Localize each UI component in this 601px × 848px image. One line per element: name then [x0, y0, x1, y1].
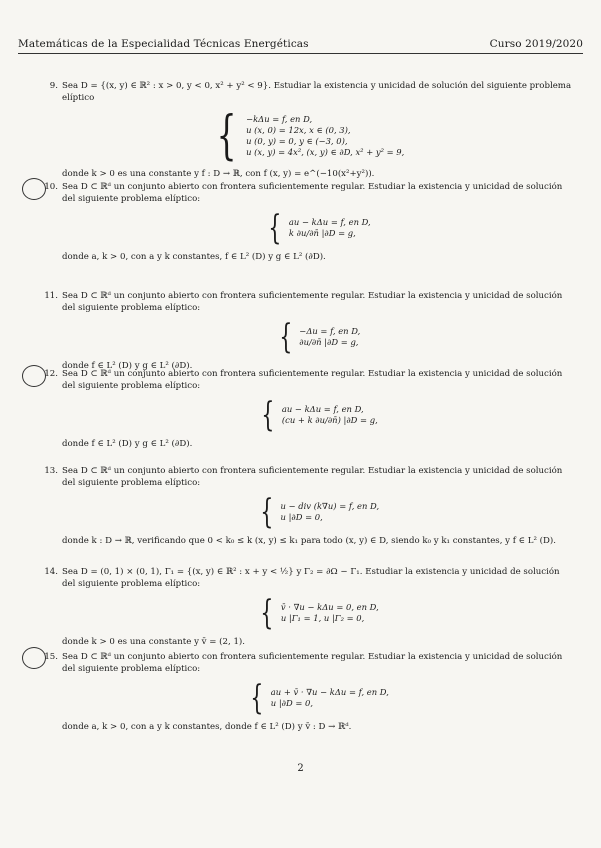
equation-line: u − div (k∇u) = f, en D, — [280, 501, 380, 511]
problem-9 — [49, 80, 573, 180]
equation-line: u (x, 0) = 12x, x ∈ (0, 3), — [246, 125, 351, 135]
page-number: 2 — [297, 763, 304, 774]
problem-intro: Sea D ⊂ ℝᵈ un conjunto abierto con frontera suficientemente regular. Estudiar la existencia y unicidad de solución del siguiente problema elíptico: — [62, 652, 563, 674]
problem-number: 12. — [44, 369, 58, 379]
equation-line: au + v̄ · ∇u − kΔu = f, en D, — [270, 687, 389, 697]
equation-system — [62, 317, 573, 357]
problem-conditions: donde k > 0 es una constante y f : D → ℝ, con f (x, y) = e^(−10(x²+y²)). — [62, 169, 375, 179]
problem-number: 14. — [44, 567, 58, 577]
problem-conditions: donde f ∈ L² (D) y g ∈ L² (∂D). — [62, 439, 193, 449]
brace: { — [216, 106, 237, 166]
problem-intro: Sea D = (0, 1) × (0, 1), Γ₁ = {(x, y) ∈ ℝ² : x + y < ½} y Γ₂ = ∂Ω − Γ₁. Estudiar la existencia y unicidad de solución del siguiente problema elíptico: — [62, 567, 560, 589]
problem-15 — [44, 651, 573, 733]
brace: { — [260, 492, 274, 532]
equation-line: au − kΔu = f, en D, — [281, 404, 364, 414]
problem-intro: Sea D ⊂ ℝᵈ un conjunto abierto con frontera suficientemente regular. Estudiar la existencia y unicidad de solución del siguiente problema elíptico: — [62, 369, 563, 391]
problem-intro: Sea D ⊂ ℝᵈ un conjunto abierto con frontera suficientemente regular. Estudiar la existencia y unicidad de solución del siguiente problema elíptico: — [62, 466, 563, 488]
brace: { — [268, 208, 282, 248]
problem-number: 10. — [44, 182, 58, 192]
equation-line: u |Γ₁ = 1, u |Γ₂ = 0, — [280, 613, 365, 623]
problem-number: 13. — [44, 466, 58, 476]
equation-line: ∂u/∂n̄ |∂D = g, — [299, 337, 359, 347]
equation-line: (cu + k ∂u/∂n̄) |∂D = g, — [281, 415, 378, 425]
equation-line: u (0, y) = 0, y ∈ (−3, 0), — [246, 136, 348, 146]
equation-system — [62, 395, 573, 435]
problem-intro: Sea D = {(x, y) ∈ ℝ² : x > 0, y < 0, x² + y² < 9}. Estudiar la existencia y unicidad de solución del siguiente problema elíptico — [62, 81, 572, 103]
brace: { — [260, 593, 274, 633]
problem-12 — [44, 368, 573, 450]
problem-10 — [44, 181, 573, 263]
brace: { — [278, 317, 292, 357]
problem-14 — [44, 566, 573, 648]
equation-system — [62, 678, 573, 718]
problem-conditions: donde k > 0 es una constante y v̄ = (2, 1). — [62, 637, 246, 647]
problem-11 — [44, 290, 573, 372]
equation-system — [62, 208, 573, 248]
problem-intro: Sea D ⊂ ℝᵈ un conjunto abierto con frontera suficientemente regular. Estudiar la existencia y unicidad de solución del siguiente problema elíptico: — [62, 182, 563, 204]
problem-conditions: donde k : D → ℝ, verificando que 0 < k₀ ≤ k (x, y) ≤ k₁ para todo (x, y) ∈ D, siendo k₀ y k₁ constantes, y f ∈ L² (D). — [62, 536, 556, 546]
problem-13 — [44, 465, 573, 547]
problem-number: 15. — [44, 652, 58, 662]
brace: { — [250, 678, 264, 718]
equation-line: u |∂D = 0, — [280, 512, 323, 522]
course-title: Matemáticas de la Especialidad Técnicas Energéticas — [18, 38, 309, 50]
problem-intro: Sea D ⊂ ℝᵈ un conjunto abierto con frontera suficientemente regular. Estudiar la existencia y unicidad de solución del siguiente problema elíptico: — [62, 291, 563, 313]
equation-line: au − kΔu = f, en D, — [288, 217, 371, 227]
problem-number: 11. — [44, 291, 58, 301]
problem-conditions: donde a, k > 0, con a y k constantes, donde f ∈ L² (D) y v̄ : D → ℝᵈ. — [62, 722, 352, 732]
header-rule — [18, 53, 583, 54]
equation-line: −Δu = f, en D, — [299, 326, 361, 336]
course-year: Curso 2019/2020 — [489, 38, 583, 50]
equation-line: k ∂u/∂n̄ |∂D = g, — [288, 228, 356, 238]
equation-line: u (x, y) = 4x², (x, y) ∈ ∂D, x² + y² = 9, — [246, 147, 405, 157]
equation-line: u |∂D = 0, — [270, 698, 314, 708]
equation-system — [62, 492, 573, 532]
equation-line: v̄ · ∇u − kΔu = 0, en D, — [280, 602, 379, 612]
problem-conditions: donde a, k > 0, con a y k constantes, f ∈ L² (D) y g ∈ L² (∂D). — [62, 252, 326, 262]
problem-conditions: donde f ∈ L² (D) y g ∈ L² (∂D). — [62, 361, 193, 371]
equation-line: −kΔu = f, en D, — [246, 114, 313, 124]
problem-number: 9. — [49, 81, 58, 91]
brace: { — [261, 395, 275, 435]
equation-system — [62, 593, 573, 633]
equation-system — [62, 106, 573, 166]
page-header — [18, 38, 583, 50]
